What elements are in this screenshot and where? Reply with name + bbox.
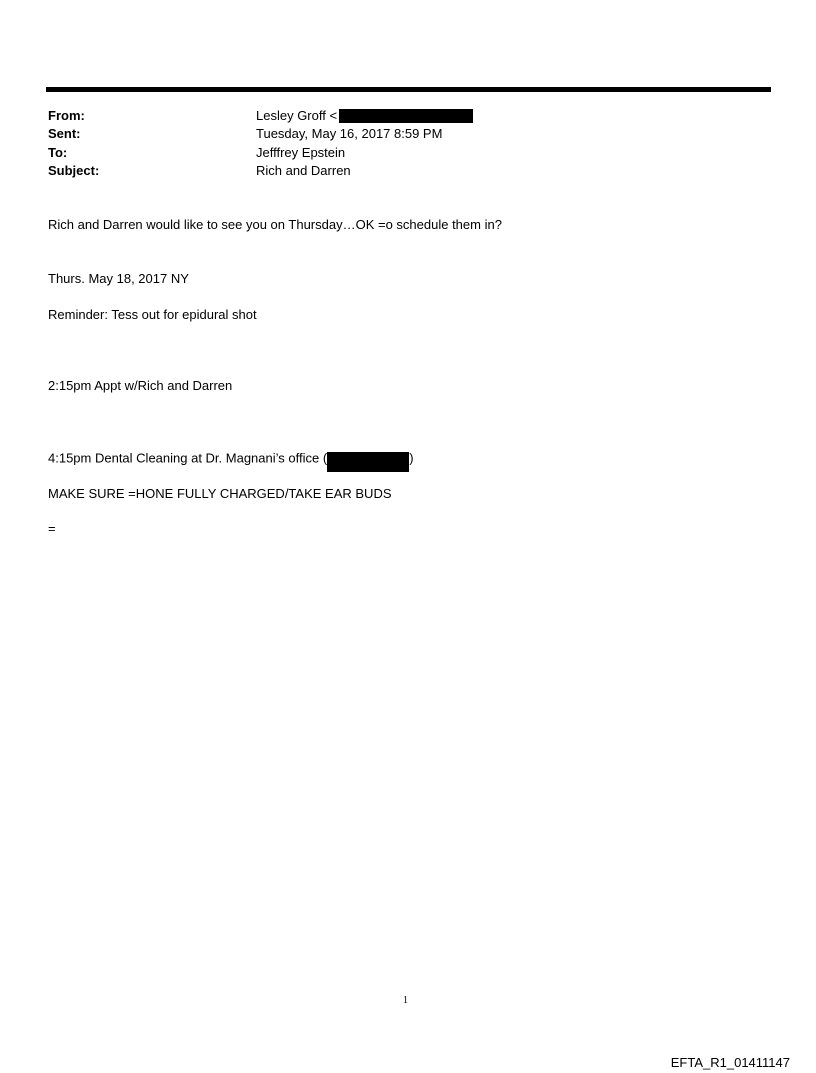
- body-line-equals: =: [48, 521, 56, 536]
- header-divider: [46, 87, 771, 92]
- subject-value: Rich and Darren: [256, 163, 351, 178]
- body-line-request: Rich and Darren would like to see you on Thursday…OK =o schedule them in?: [48, 217, 502, 232]
- from-name: Lesley Groff <: [256, 108, 338, 123]
- dental-text: 4:15pm Dental Cleaning at Dr. Magnani’s office (: [48, 450, 328, 466]
- body-line-date: Thurs. May 18, 2017 NY: [48, 271, 189, 286]
- to-label: To:: [48, 145, 68, 160]
- body-line-appointment: 2:15pm Appt w/Rich and Darren: [48, 378, 233, 393]
- document-id: EFTA_R1_01411147: [670, 1055, 790, 1070]
- body-line-reminder: Reminder: Tess out for epidural shot: [48, 307, 257, 322]
- from-label: From:: [48, 108, 85, 123]
- page-number: 1: [403, 995, 408, 1006]
- redacted-phone-block: [327, 452, 409, 472]
- dental-text-close: ): [409, 450, 414, 466]
- body-line-dental: [48, 449, 414, 469]
- sent-label: Sent:: [48, 126, 81, 141]
- from-value: [256, 107, 473, 125]
- sent-value: Tuesday, May 16, 2017 8:59 PM: [256, 126, 443, 141]
- redacted-email-block: [339, 109, 473, 123]
- subject-label: Subject:: [48, 163, 100, 178]
- to-value: Jefffrey Epstein: [256, 145, 346, 160]
- body-line-make-sure: MAKE SURE =HONE FULLY CHARGED/TAKE EAR BUDS: [48, 486, 392, 501]
